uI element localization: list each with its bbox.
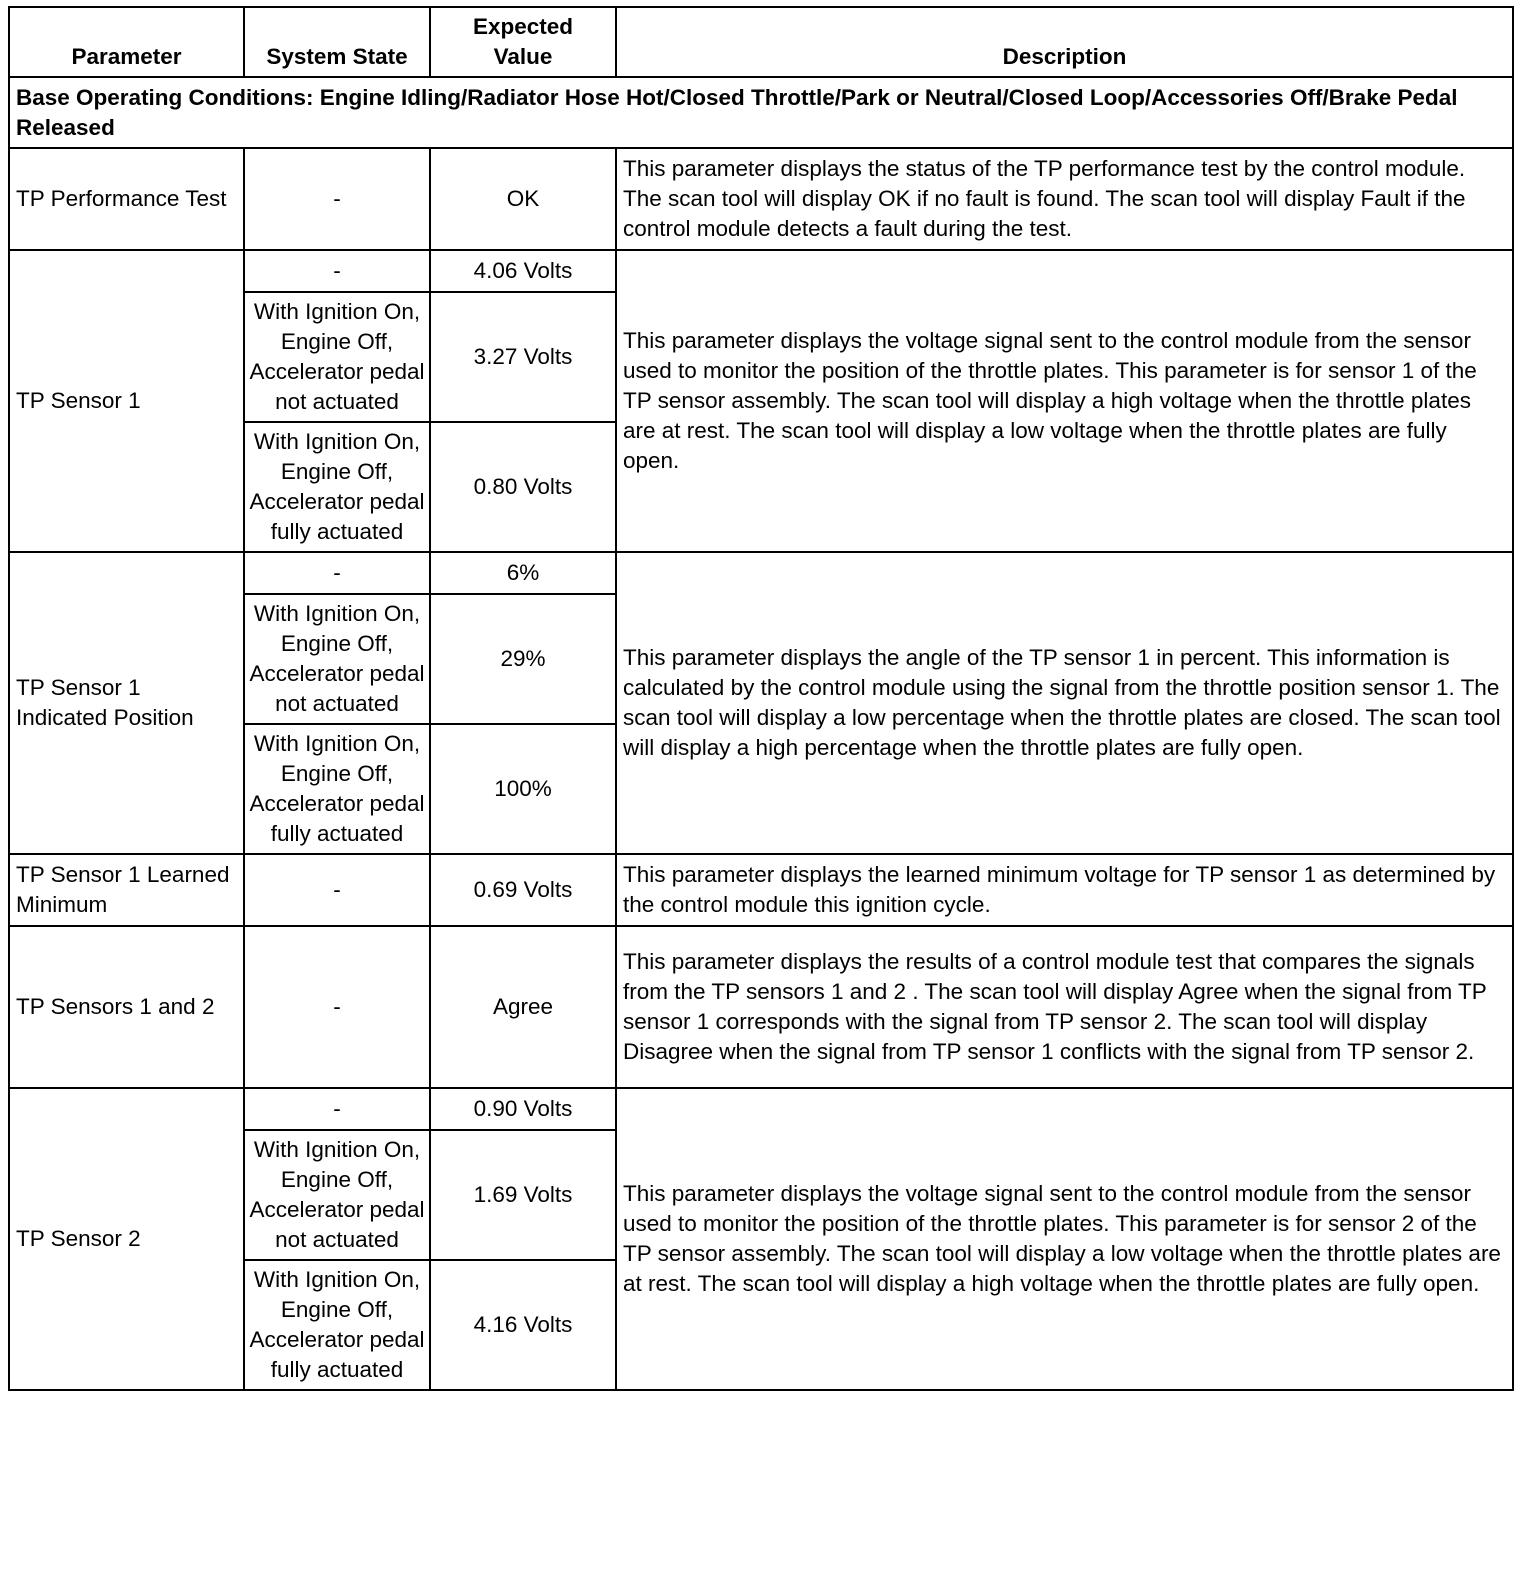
description-cell: This parameter displays the results of a control module test that compares the signals from the TP sensors 1 and 2 . The scan tool will display Agree when the signal from TP sensor 1 corresponds with the signal from TP sensor 2. The scan tool will display Disagree when the signal from TP sensor 1 conflicts with the signal from TP sensor 2. <box>616 926 1513 1088</box>
parameter-cell: TP Sensor 1 Learned Minimum <box>9 854 244 926</box>
header-description: Description <box>616 7 1513 77</box>
table-row <box>9 926 1513 1088</box>
parameter-cell: TP Performance Test <box>9 148 244 250</box>
table-row <box>9 250 1513 292</box>
table-row <box>9 148 1513 250</box>
parameter-cell: TP Sensor 1 <box>9 250 244 552</box>
expected-value-cell: 0.90 Volts <box>430 1088 616 1130</box>
system-state-cell: With Ignition On, Engine Off, Accelerator pedal fully actuated <box>244 1260 430 1390</box>
base-conditions: Base Operating Conditions: Engine Idling/Radiator Hose Hot/Closed Throttle/Park or Neutral/Closed Loop/Accessories Off/Brake Pedal Released <box>9 77 1513 148</box>
description-cell: This parameter displays the angle of the TP sensor 1 in percent. This information is calculated by the control module using the signal from the throttle position sensor 1. The scan tool will display a low percentage when the throttle plates are closed. The scan tool will display a high percentage when the throttle plates are fully open. <box>616 552 1513 854</box>
description-cell: This parameter displays the learned minimum voltage for TP sensor 1 as determined by the control module this ignition cycle. <box>616 854 1513 926</box>
expected-value-cell: 4.16 Volts <box>430 1260 616 1390</box>
system-state-cell: With Ignition On, Engine Off, Accelerator pedal not actuated <box>244 292 430 422</box>
parameter-cell: TP Sensor 2 <box>9 1088 244 1390</box>
expected-value-cell: 4.06 Volts <box>430 250 616 292</box>
base-conditions-row <box>9 77 1513 148</box>
system-state-cell: - <box>244 926 430 1088</box>
system-state-cell: - <box>244 854 430 926</box>
expected-value-cell: 1.69 Volts <box>430 1130 616 1260</box>
system-state-cell: - <box>244 148 430 250</box>
description-cell: This parameter displays the voltage signal sent to the control module from the sensor used to monitor the position of the throttle plates. This parameter is for sensor 1 of the TP sensor assembly. The scan tool will display a high voltage when the throttle plates are at rest. The scan tool will display a low voltage when the throttle plates are fully open. <box>616 250 1513 552</box>
parameter-cell: TP Sensor 1 Indicated Position <box>9 552 244 854</box>
expected-value-cell: 0.80 Volts <box>430 422 616 552</box>
system-state-cell: With Ignition On, Engine Off, Accelerator pedal fully actuated <box>244 724 430 854</box>
parameter-table <box>8 6 1514 1391</box>
header-system-state: System State <box>244 7 430 77</box>
system-state-cell: With Ignition On, Engine Off, Accelerator pedal not actuated <box>244 594 430 724</box>
system-state-cell: - <box>244 250 430 292</box>
table-row <box>9 552 1513 594</box>
header-row <box>9 7 1513 77</box>
system-state-cell: - <box>244 552 430 594</box>
table-row <box>9 854 1513 926</box>
table-row <box>9 1088 1513 1130</box>
expected-value-cell: 0.69 Volts <box>430 854 616 926</box>
expected-value-cell: OK <box>430 148 616 250</box>
expected-value-cell: Agree <box>430 926 616 1088</box>
expected-value-cell: 6% <box>430 552 616 594</box>
system-state-cell: With Ignition On, Engine Off, Accelerator pedal fully actuated <box>244 422 430 552</box>
expected-value-cell: 100% <box>430 724 616 854</box>
system-state-cell: With Ignition On, Engine Off, Accelerator pedal not actuated <box>244 1130 430 1260</box>
description-cell: This parameter displays the status of the TP performance test by the control module. The scan tool will display OK if no fault is found. The scan tool will display Fault if the control module detects a fault during the test. <box>616 148 1513 250</box>
header-expected-value: Expected Value <box>430 7 616 77</box>
expected-value-cell: 3.27 Volts <box>430 292 616 422</box>
expected-value-cell: 29% <box>430 594 616 724</box>
description-cell: This parameter displays the voltage signal sent to the control module from the sensor used to monitor the position of the throttle plates. This parameter is for sensor 2 of the TP sensor assembly. The scan tool will display a low voltage when the throttle plates are at rest. The scan tool will display a high voltage when the throttle plates are fully open. <box>616 1088 1513 1390</box>
parameter-cell: TP Sensors 1 and 2 <box>9 926 244 1088</box>
header-parameter: Parameter <box>9 7 244 77</box>
system-state-cell: - <box>244 1088 430 1130</box>
